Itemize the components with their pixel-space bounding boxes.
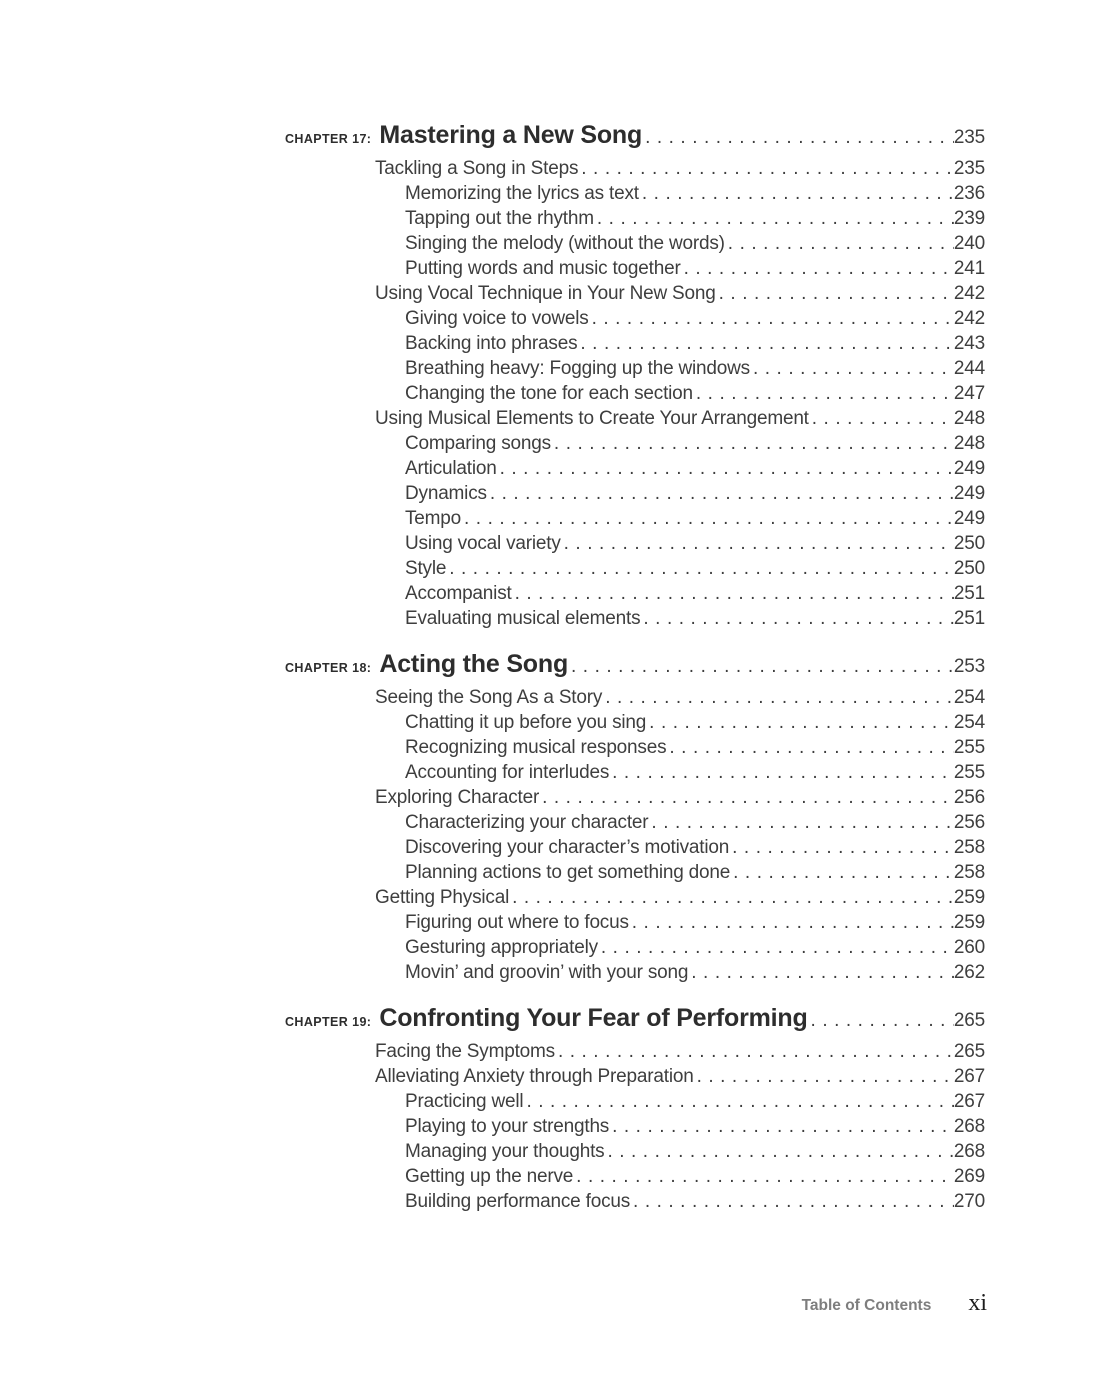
- toc-entry-page-number: 262: [953, 962, 985, 983]
- toc-entry-page-number: 247: [953, 383, 985, 404]
- chapter-title: Acting the Song: [379, 650, 569, 678]
- toc-entry-title: Managing your thoughts: [405, 1141, 605, 1162]
- toc-entry: [405, 935, 985, 960]
- toc-entry: [405, 810, 985, 835]
- toc-entry-page-number: 259: [953, 912, 985, 933]
- toc-entry-title: Figuring out where to focus: [405, 912, 629, 933]
- dot-leader: [728, 231, 954, 256]
- table-of-contents: [285, 119, 985, 1214]
- toc-entry-title: Using Musical Elements to Create Your Arrangement: [375, 408, 809, 429]
- toc-entry: [405, 606, 985, 631]
- chapter-title: Confronting Your Fear of Performing: [379, 1004, 808, 1032]
- toc-entry-page-number: 241: [953, 258, 985, 279]
- toc-entry: [405, 835, 985, 860]
- toc-entry-title: Exploring Character: [375, 787, 540, 808]
- toc-entry-title: Movin’ and groovin’ with your song: [405, 962, 689, 983]
- toc-entry-page-number: 242: [953, 283, 985, 304]
- toc-entry-title: Alleviating Anxiety through Preparation: [375, 1066, 694, 1087]
- dot-leader: [719, 281, 954, 306]
- dot-leader: [592, 306, 954, 331]
- toc-entry-title: Singing the melody (without the words): [405, 233, 725, 254]
- toc-entry-page-number: 242: [953, 308, 985, 329]
- footer-page-number: xi: [968, 1290, 987, 1316]
- toc-entry: [375, 1064, 985, 1089]
- dot-leader: [554, 431, 954, 456]
- dot-leader: [612, 760, 954, 785]
- toc-entry-page-number: 258: [953, 862, 985, 883]
- dot-leader: [669, 735, 954, 760]
- dot-leader: [811, 1004, 954, 1037]
- dot-leader: [697, 1064, 954, 1089]
- dot-leader: [645, 121, 954, 154]
- toc-entry-title: Building performance focus: [405, 1191, 631, 1212]
- toc-entry-page-number: 270: [953, 1191, 985, 1212]
- toc-entry: [405, 760, 985, 785]
- toc-entry-page-number: 259: [953, 887, 985, 908]
- chapter-page-number: 265: [953, 1010, 985, 1031]
- dot-leader: [612, 1114, 954, 1139]
- chapter-title: Mastering a New Song: [379, 121, 643, 149]
- dot-leader: [500, 456, 954, 481]
- toc-entry-title: Backing into phrases: [405, 333, 578, 354]
- chapter-page-number: 235: [953, 127, 985, 148]
- toc-entry-page-number: 239: [953, 208, 985, 229]
- chapter-number-label: CHAPTER 19:: [285, 1015, 372, 1029]
- toc-entry-title: Memorizing the lyrics as text: [405, 183, 639, 204]
- toc-entry-title: Accounting for interludes: [405, 762, 610, 783]
- chapter-number-label: CHAPTER 18:: [285, 661, 372, 675]
- toc-entry-title: Articulation: [405, 458, 497, 479]
- toc-entry-page-number: 251: [953, 608, 985, 629]
- toc-entry-page-number: 240: [953, 233, 985, 254]
- dot-leader: [607, 1139, 953, 1164]
- dot-leader: [526, 1089, 953, 1114]
- toc-entry: [405, 556, 985, 581]
- toc-entry-page-number: 251: [953, 583, 985, 604]
- dot-leader: [576, 1164, 954, 1189]
- toc-entry: [405, 1139, 985, 1164]
- toc-entry-title: Planning actions to get something done: [405, 862, 731, 883]
- toc-entry-title: Using vocal variety: [405, 533, 561, 554]
- toc-entry: [405, 860, 985, 885]
- toc-entry-page-number: 249: [953, 458, 985, 479]
- dot-leader: [632, 910, 954, 935]
- dot-leader: [753, 356, 954, 381]
- toc-entry-title: Seeing the Song As a Story: [375, 687, 603, 708]
- toc-entry-title: Evaluating musical elements: [405, 608, 641, 629]
- toc-entry-page-number: 254: [953, 712, 985, 733]
- toc-entry: [405, 910, 985, 935]
- toc-entry: [405, 581, 985, 606]
- toc-entry-title: Accompanist: [405, 583, 512, 604]
- toc-entry-title: Characterizing your character: [405, 812, 649, 833]
- toc-chapter: [285, 119, 985, 631]
- dot-leader: [464, 506, 954, 531]
- toc-entry-title: Changing the tone for each section: [405, 383, 693, 404]
- dot-leader: [564, 531, 954, 556]
- footer-section-label: Table of Contents: [801, 1297, 932, 1314]
- toc-entry-title: Getting up the nerve: [405, 1166, 574, 1187]
- toc-entry-page-number: 268: [953, 1141, 985, 1162]
- dot-leader: [643, 606, 954, 631]
- toc-entry-title: Discovering your character’s motivation: [405, 837, 730, 858]
- toc-entry: [405, 456, 985, 481]
- toc-entry-title: Tackling a Song in Steps: [375, 158, 579, 179]
- toc-entry-page-number: 267: [953, 1066, 985, 1087]
- dot-leader: [733, 860, 954, 885]
- toc-entry: [405, 1089, 985, 1114]
- toc-entry-title: Tapping out the rhythm: [405, 208, 594, 229]
- toc-entry: [375, 685, 985, 710]
- toc-entry-title: Playing to your strengths: [405, 1116, 610, 1137]
- toc-entry-title: Style: [405, 558, 447, 579]
- toc-chapter: [285, 1002, 985, 1214]
- dot-leader: [542, 785, 954, 810]
- dot-leader: [581, 156, 954, 181]
- toc-entry: [405, 960, 985, 985]
- toc-entry: [405, 381, 985, 406]
- toc-entry: [405, 306, 985, 331]
- toc-entry-page-number: 248: [953, 433, 985, 454]
- toc-entry: [405, 256, 985, 281]
- toc-entry-title: Practicing well: [405, 1091, 524, 1112]
- toc-chapter-heading: [285, 119, 985, 156]
- dot-leader: [512, 885, 954, 910]
- toc-entry: [375, 1039, 985, 1064]
- dot-leader: [649, 710, 954, 735]
- toc-entry: [405, 231, 985, 256]
- toc-entry: [405, 710, 985, 735]
- toc-entry: [405, 735, 985, 760]
- toc-entry: [405, 356, 985, 381]
- toc-entry: [405, 1114, 985, 1139]
- toc-entry-title: Breathing heavy: Fogging up the windows: [405, 358, 750, 379]
- toc-entry-page-number: 243: [953, 333, 985, 354]
- dot-leader: [696, 381, 954, 406]
- dot-leader: [580, 331, 954, 356]
- dot-leader: [601, 935, 954, 960]
- chapter-number-label: CHAPTER 17:: [285, 132, 372, 146]
- toc-entry-page-number: 256: [953, 787, 985, 808]
- toc-entry-title: Giving voice to vowels: [405, 308, 589, 329]
- toc-entry-page-number: 249: [953, 483, 985, 504]
- dot-leader: [633, 1189, 954, 1214]
- toc-entry: [405, 1164, 985, 1189]
- dot-leader: [515, 581, 954, 606]
- dot-leader: [691, 960, 954, 985]
- toc-entry-page-number: 255: [953, 737, 985, 758]
- dot-leader: [571, 650, 954, 683]
- toc-entry-page-number: 255: [953, 762, 985, 783]
- toc-entry-page-number: 254: [953, 687, 985, 708]
- toc-entry-page-number: 236: [953, 183, 985, 204]
- toc-chapter-heading: [285, 1002, 985, 1039]
- toc-entry-page-number: 267: [953, 1091, 985, 1112]
- toc-entry: [375, 281, 985, 306]
- toc-entry-page-number: 248: [953, 408, 985, 429]
- toc-entry-title: Gesturing appropriately: [405, 937, 598, 958]
- dot-leader: [812, 406, 954, 431]
- dot-leader: [605, 685, 954, 710]
- toc-entry: [405, 181, 985, 206]
- toc-entry-title: Putting words and music together: [405, 258, 681, 279]
- dot-leader: [449, 556, 954, 581]
- toc-entry: [405, 431, 985, 456]
- toc-chapter: [285, 648, 985, 985]
- toc-entry: [405, 481, 985, 506]
- toc-entry: [405, 331, 985, 356]
- toc-entry: [405, 531, 985, 556]
- toc-entry-page-number: 250: [953, 558, 985, 579]
- toc-entry: [375, 156, 985, 181]
- dot-leader: [490, 481, 954, 506]
- toc-entry-page-number: 269: [953, 1166, 985, 1187]
- toc-entry: [375, 885, 985, 910]
- dot-leader: [642, 181, 954, 206]
- toc-entry-title: Dynamics: [405, 483, 487, 504]
- dot-leader: [558, 1039, 954, 1064]
- dot-leader: [651, 810, 953, 835]
- toc-entry-page-number: 258: [953, 837, 985, 858]
- toc-entry-title: Chatting it up before you sing: [405, 712, 647, 733]
- dot-leader: [732, 835, 954, 860]
- toc-entry-title: Using Vocal Technique in Your New Song: [375, 283, 716, 304]
- toc-entry-title: Comparing songs: [405, 433, 551, 454]
- chapter-page-number: 253: [953, 656, 985, 677]
- toc-entry-page-number: 260: [953, 937, 985, 958]
- toc-entry-title: Getting Physical: [375, 887, 510, 908]
- toc-entry: [405, 206, 985, 231]
- toc-entry-page-number: 235: [953, 158, 985, 179]
- toc-chapter-heading: [285, 648, 985, 685]
- toc-entry: [405, 506, 985, 531]
- toc-entry-title: Tempo: [405, 508, 462, 529]
- toc-entry-page-number: 256: [953, 812, 985, 833]
- toc-entry-page-number: 268: [953, 1116, 985, 1137]
- dot-leader: [597, 206, 954, 231]
- toc-entry-page-number: 265: [953, 1041, 985, 1062]
- page-footer: [802, 1290, 987, 1317]
- dot-leader: [684, 256, 954, 281]
- toc-entry-page-number: 249: [953, 508, 985, 529]
- toc-entry-page-number: 250: [953, 533, 985, 554]
- toc-entry: [375, 785, 985, 810]
- toc-entry-title: Recognizing musical responses: [405, 737, 667, 758]
- toc-entry-page-number: 244: [953, 358, 985, 379]
- toc-entry: [405, 1189, 985, 1214]
- toc-entry-title: Facing the Symptoms: [375, 1041, 555, 1062]
- toc-entry: [375, 406, 985, 431]
